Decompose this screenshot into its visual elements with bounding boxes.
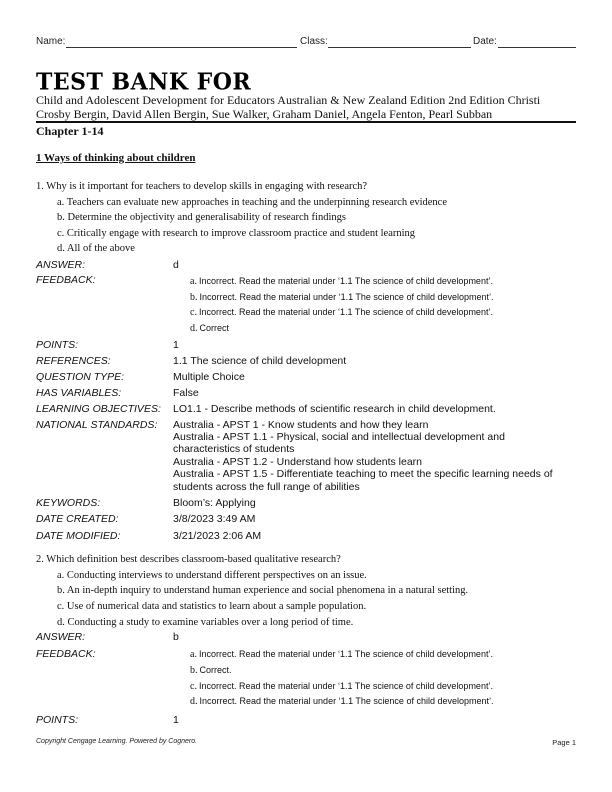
title-divider [36,121,576,123]
feedback-label: FEEDBACK: [36,648,96,660]
subtitle-line-1: Child and Adolescent Development for Educators Australian & New Zealand Edition 2nd Edition Christi [36,93,541,107]
copyright-footer: Copyright Cengage Learning. Powered by Cognero. [36,738,198,745]
feedback-item [190,323,229,334]
feedback-item [190,276,493,287]
references-value: 1.1 The science of child development [173,355,347,367]
national-standards-line: Australia - APST 1 - Know students and how they learn [173,419,429,431]
option-a: a. Teachers can evaluate new approaches in teaching and the underpinning research evidence [57,197,448,208]
national-standards-line: Australia - APST 1.2 - Understand how students learn [173,456,423,468]
points-label: POINTS: [36,339,79,351]
feedback-label: FEEDBACK: [36,274,96,286]
option-b: b. Determine the objectivity and generalisability of research findings [57,212,346,223]
feedback-text: Incorrect. Read the material under ‘1.1 The science of child development’. [199,696,494,706]
answer-label: ANSWER: [36,259,86,271]
date-modified-value: 3/21/2023 2:06 AM [173,530,262,542]
learning-objectives-label: LEARNING OBJECTIVES: [36,403,161,415]
feedback-letter: a. [190,649,197,660]
answer-value: b [173,631,179,643]
national-standards-line: Australia - APST 1.1 - Physical, social and intellectual development and [173,431,505,443]
option-a: a. Conducting interviews to understand different perspectives on an issue. [57,570,367,581]
option-d: d. All of the above [57,243,135,254]
question-text: 2. Which definition best describes classroom-based qualitative research? [36,554,341,565]
date-modified-label: DATE MODIFIED: [36,530,121,542]
name-label: Name: [36,36,66,47]
feedback-text: Incorrect. Read the material under ‘1.1 The science of child development’. [198,307,493,317]
feedback-item [190,681,493,692]
feedback-item [190,665,232,676]
class-field[interactable] [328,47,471,48]
date-field[interactable] [498,47,576,48]
feedback-item [190,696,494,707]
learning-objectives-value: LO1.1 - Describe methods of scientific research in child development. [173,403,496,415]
feedback-text: Incorrect. Read the material under ‘1.1 The science of child development’. [198,681,493,691]
date-created-value: 3/8/2023 3:49 AM [173,513,256,525]
national-standards-label: NATIONAL STANDARDS: [36,419,158,431]
feedback-letter: d. [190,696,198,707]
points-label: POINTS: [36,714,79,726]
keywords-label: KEYWORDS: [36,497,101,509]
national-standards-line: characteristics of students [173,443,295,455]
national-standards-line: Australia - APST 1.5 - Differentiate teaching to meet the specific learning needs of [173,468,553,480]
keywords-value: Bloom’s: Applying [173,497,256,509]
question-type-value: Multiple Choice [173,371,245,383]
feedback-item [190,307,493,318]
question-text: 1. Why is it important for teachers to develop skills in engaging with research? [36,181,368,192]
feedback-letter: b. [190,292,198,303]
answer-value: d [173,259,179,271]
feedback-text: Incorrect. Read the material under ‘1.1 The science of child development’. [198,276,493,286]
date-created-label: DATE CREATED: [36,513,119,525]
section-heading: 1 Ways of thinking about children [36,152,196,164]
option-d: d. Conducting a study to examine variables over a long period of time. [57,617,354,628]
name-field[interactable] [66,47,297,48]
references-label: REFERENCES: [36,355,111,367]
chapter-heading: Chapter 1-14 [36,124,104,138]
has-variables-label: HAS VARIABLES: [36,387,122,399]
page-number: Page 1 [552,738,576,747]
subtitle-line-2: Crosby Bergin, David Allen Bergin, Sue Walker, Graham Daniel, Angela Fenton, Pearl Subban [36,107,493,121]
option-c: c. Critically engage with research to improve classroom practice and student learning [57,228,416,239]
national-standards-line: students across the full range of abilities [173,481,360,493]
feedback-item [190,292,494,303]
document-title: TEST BANK FOR [36,68,252,97]
points-value: 1 [173,339,179,351]
feedback-letter: b. [190,665,198,676]
feedback-text: Correct [199,323,230,333]
question-type-label: QUESTION TYPE: [36,371,125,383]
feedback-text: Incorrect. Read the material under ‘1.1 The science of child development’. [198,649,493,659]
feedback-letter: c. [190,307,197,318]
feedback-letter: a. [190,276,197,287]
feedback-letter: d. [190,323,198,334]
feedback-item [190,649,493,660]
date-label: Date: [473,36,497,47]
feedback-text: Incorrect. Read the material under ‘1.1 The science of child development’. [199,292,494,302]
feedback-text: Correct. [199,665,232,675]
points-value: 1 [173,714,179,726]
answer-label: ANSWER: [36,631,86,643]
feedback-letter: c. [190,681,197,692]
option-b: b. An in-depth inquiry to understand human experience and social phenomena in a natural setting. [57,585,469,596]
class-label: Class: [300,36,328,47]
has-variables-value: False [173,387,199,399]
option-c: c. Use of numerical data and statistics to learn about a sample population. [57,601,367,612]
